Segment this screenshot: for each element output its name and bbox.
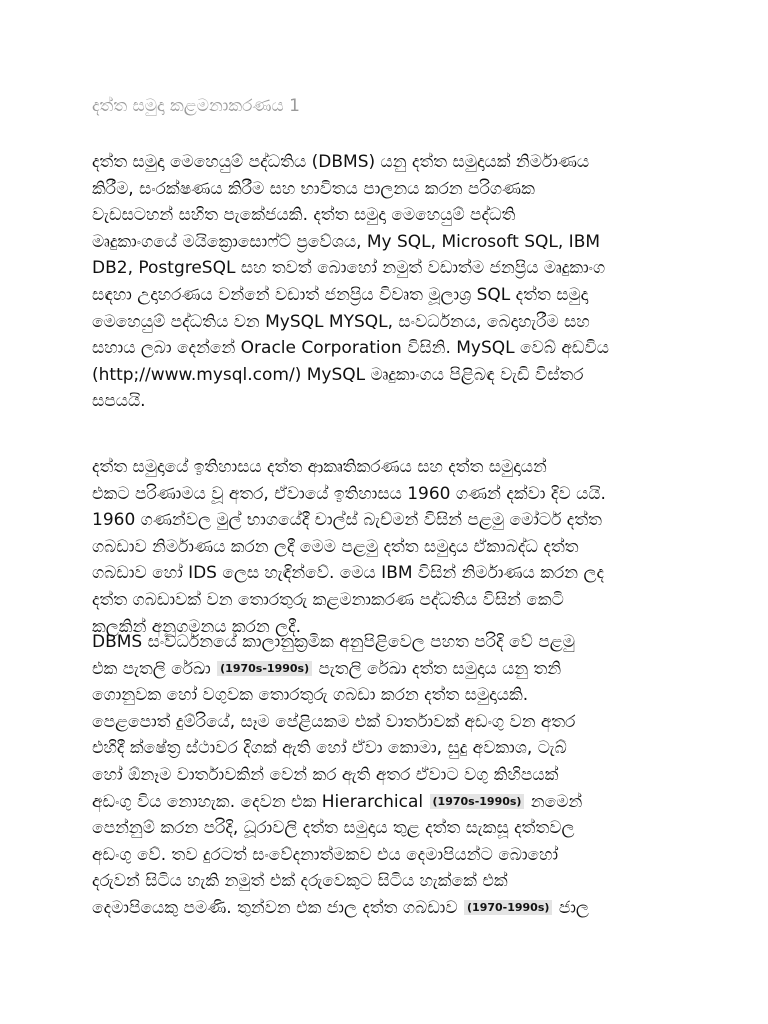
text-line: මෙහෙයුම් පද්ධතිය වන MySQL MYSQL, සංවර්ධනය, බෙදාහැරීම සහ [92,311,590,332]
text-line: ගොනුවක හෝ වගුවක තොරතුරු ගබඩා කරන දත්ත සමුදායකි. [92,685,529,706]
text-line: 1960 ගණන්වල මුල් භාගයේදී චාල්ස් බැච්මන් විසින් පළමු මෝටර් දත්ත [92,510,602,531]
date-range-tag: (1970s-1990s) [217,661,312,676]
text-line: එහිදී ක්ෂේත්‍ර ස්ථාවර දිගක් ඇති හෝ ඒවා කොමා, සුදු අවකාශ, ටැබ් [92,738,567,759]
paragraph-dbms-definition [92,149,738,415]
text-line: DBMS සංවර්ධනයේ කාලානුක්‍රමික අනුපිළිවෙල පහත පරිදි වේ පළමු [92,632,575,652]
text-line: හෝ ඕනෑම වාර්තාවකින් වෙන් කර ඇති අතර ඒවාට වගු කිහිපයක් [92,764,559,785]
text-line: සපයයි. [92,391,146,412]
text-line: පෙළපොත් දුම්රියේ, සෑම පේළියකම එක් වාර්තාවක් අඩංගු වන අතර [92,711,576,732]
text-line [92,656,738,683]
text-line: එකට පරිණාමය වූ අතර, ඒවායේ ඉතිහාසය 1960 ගණන් දක්වා දිව යයි. [92,483,606,504]
paragraph-dbms-chronology [92,629,738,922]
text-line: සහාය ලබා දෙන්නේ Oracle Corporation විසිනි. MySQL වෙබ් අඩවිය [92,338,609,359]
text-line: ගබඩාව හෝ IDS ලෙස හැඳින්වේ. මෙය IBM විසින් නිර්මාණය කරන ලද [92,563,604,584]
text-line: දත්ත සමුදා මෙහෙයුම් පද්ධතිය (DBMS) යනු දත්ත සමුදායක් නිර්මාණය [92,152,590,172]
text-segment: පැතලි රේඛා දත්ත සමුදාය යනු තනි [318,658,562,679]
text-line [92,895,738,922]
paragraph-database-history [92,454,738,640]
text-line: (http;//www.mysql.com/) MySQL මෘදුකාංගය පිළිබඳ වැඩි විස්තර [92,364,584,385]
text-line: දත්ත ගබඩාවක් වන තොරතුරු කළමනාකරණ පද්ධතිය විසින් කෙටි [92,589,564,610]
text-line: කිරීම, සංරක්ෂණය කිරීම සහ භාවිතය පාලනය කරන පරිගණක [92,178,535,199]
date-range-tag: (1970s-1990s) [430,794,525,809]
text-line: වැඩසටහන් සහිත පැකේජයකි. දත්ත සමුදා මෙහෙයුම් පද්ධති [92,205,516,226]
text-line: සඳහා උදාහරණය වන්නේ වඩාත් ජනප්‍රිය විවෘත මූලාශ්‍ර SQL දත්ත සමුදා [92,284,589,305]
text-line: දත්ත සමුදායේ ඉතිහාසය දත්ත ආකෘතිකරණය සහ දත්ත සමුදායන් [92,457,547,477]
document-title: දත්ත සමුදා කළමනාකරණය 1 [92,96,300,116]
text-line: DB2, PostgreSQL සහ තවත් බොහෝ නමුත් වඩාත්ම ජනප්‍රිය මෘදුකාංග [92,258,606,279]
text-line: පෙන්නුම් කරන පරිදි, ධූරාවලි දත්ත සමුදාය තුළ දත්ත සැකසූ දත්තවල [92,818,575,839]
text-segment: දෙමාපියෙකු පමණි. තුන්වන එක ජාල දත්ත ගබඩාව [92,897,458,918]
text-line: දරුවන් සිටිය හැකි නමුත් එක් දරුවෙකුට සිටිය හැක්කේ එක් [92,871,508,892]
text-segment: අඩංගු විය නොහැක. දෙවන එක Hierarchical [92,791,424,812]
text-line [92,789,738,816]
text-segment: ජාල [558,897,589,918]
text-line: කලකින් අනුගමනය කරන ලදී. [92,616,302,637]
date-range-tag: (1970-1990s) [464,900,552,915]
text-line: අඩංගු වේ. තව දුරටත් සංවේදනාත්මකව එය දෙමාපියන්ට බොහෝ [92,844,559,865]
text-segment: නමෙන් [530,791,583,812]
text-line: මෘදුකාංගයේ මයික්‍රොසොෆ්ට් ප්‍රවේශය, My SQL, Microsoft SQL, IBM [92,231,601,252]
text-line: ගබඩාව නිර්මාණය කරන ලදී මෙම පළමු දත්ත සමුදාය ඒකාබද්ධ දත්ත [92,536,579,557]
text-segment: එක පැතලි රේඛා [92,658,211,679]
